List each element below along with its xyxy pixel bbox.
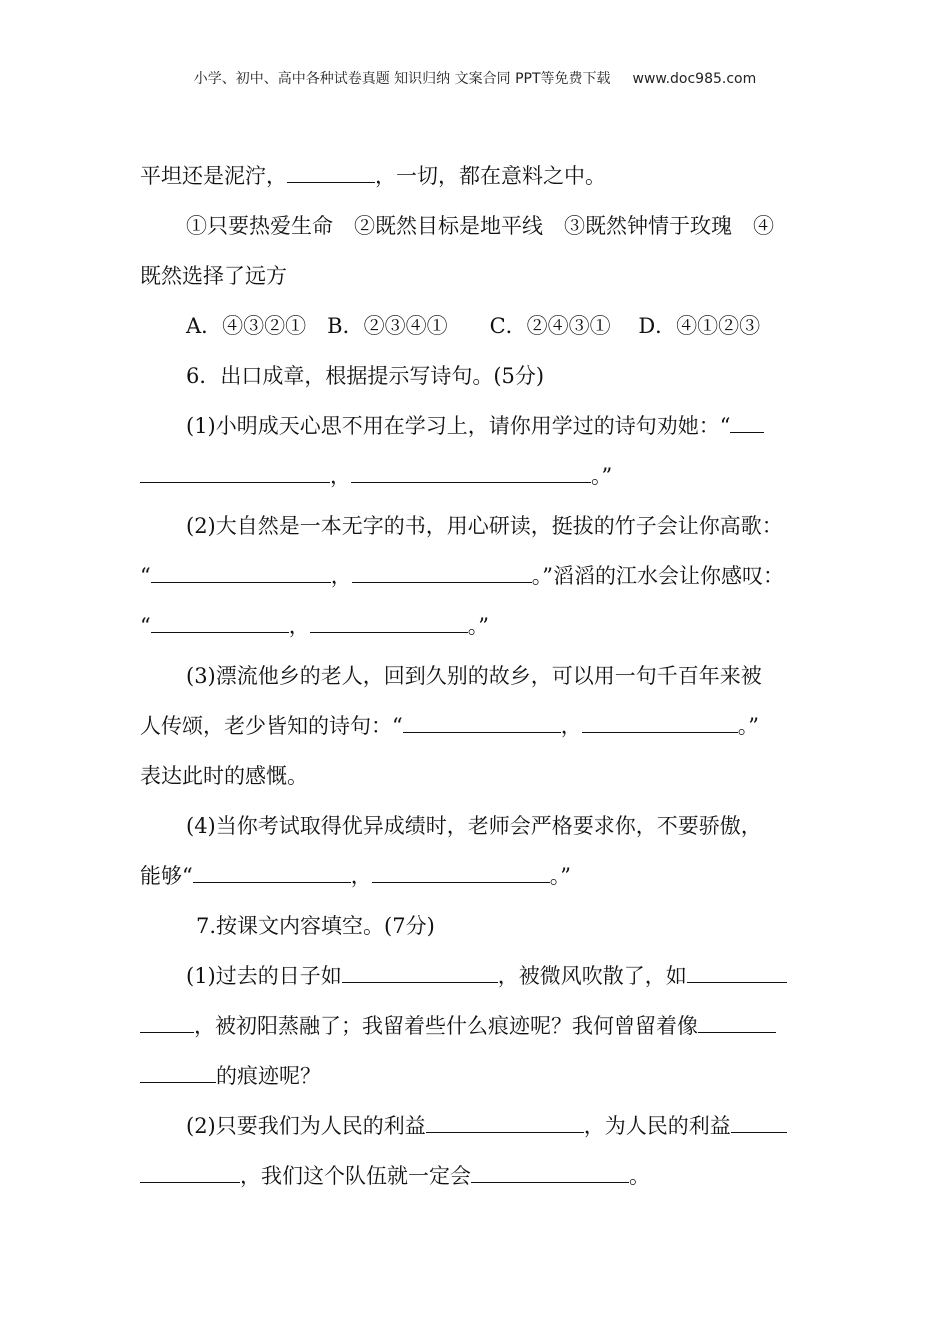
q6-2-end: 。” (467, 614, 489, 638)
header-text: 小学、初中、高中各种试卷真题 知识归纳 文案合同 PPT等免费下载 (193, 71, 611, 87)
q6-3-text-2: 人传颂，老少皆知的诗句：“ (140, 714, 403, 738)
q6-4-comma: ， (350, 864, 372, 888)
q6-4-line (186, 812, 762, 840)
q6-3-blank-1[interactable] (403, 712, 561, 733)
q6-1-line-2 (140, 462, 612, 490)
q6-2-text: (2)大自然是一本无字的书，用心研读，挺拔的竹子会让你高歌： (186, 514, 783, 538)
q5-options-cont (140, 262, 287, 290)
q6-2-line-3 (140, 612, 489, 640)
q7-1-line (186, 962, 787, 990)
q6-4-line-2 (140, 862, 571, 890)
q6-4-text-2: 能够“ (140, 864, 193, 888)
q7-1-blank-1[interactable] (342, 962, 498, 983)
q6-2-comma-2: ， (288, 614, 310, 638)
q5-blank[interactable] (287, 162, 375, 183)
q6-3-comma: ， (560, 714, 582, 738)
q7-1-blank-3-end[interactable] (140, 1062, 216, 1083)
q6-1-blank-start[interactable] (730, 412, 764, 433)
q7-1-blank-3-start[interactable] (698, 1012, 776, 1033)
q5-answer-choices (186, 312, 760, 340)
q7-2-blank-2-end[interactable] (140, 1162, 240, 1183)
q6-1-blank-2[interactable] (351, 462, 591, 483)
q6-2-blank-1[interactable] (151, 562, 331, 583)
q7-2-line-2 (140, 1162, 650, 1190)
q6-3-line (186, 662, 762, 690)
q7-1-line-2 (140, 1012, 776, 1040)
q7-2-end: 。 (629, 1164, 650, 1188)
q6-2-blank-3[interactable] (151, 612, 289, 633)
q5-options-text-2: 既然选择了远方 (140, 264, 287, 288)
page-header (0, 68, 950, 88)
q7-2-blank-1[interactable] (426, 1112, 584, 1133)
q7-1-text-4: 的痕迹呢？ (216, 1064, 321, 1088)
q6-2-quote: “ (140, 564, 151, 588)
q7-1-blank-2-end[interactable] (140, 1012, 194, 1033)
q7-1-text: (1)过去的日子如 (186, 964, 342, 988)
q6-4-blank-1[interactable] (193, 862, 351, 883)
q6-3-text: (3)漂流他乡的老人，回到久别的故乡，可以用一句千百年来被 (186, 664, 762, 688)
q6-2-line (186, 512, 783, 540)
q6-1-text: (1)小明成天心思不用在学习上，请你用学过的诗句劝她：“ (186, 414, 731, 438)
q7-2-blank-3[interactable] (471, 1162, 629, 1183)
q6-1-comma: ， (330, 464, 351, 488)
q7-2-text: (2)只要我们为人民的利益 (186, 1114, 426, 1138)
q5-sentence-line (140, 162, 606, 190)
q7-2-blank-2-start[interactable] (731, 1112, 787, 1133)
q6-2-text-2: 。”滔滔的江水会让你感叹： (531, 564, 784, 588)
q6-title (186, 362, 544, 390)
q6-3-text-3: 表达此时的感慨。 (140, 764, 308, 788)
q5-options-text: ①只要热爱生命 ②既然目标是地平线 ③既然钟情于玫瑰 ④ (186, 214, 774, 238)
q6-3-line-2 (140, 712, 759, 740)
q6-4-blank-2[interactable] (372, 862, 550, 883)
q7-title (196, 912, 435, 940)
header-url: www.doc985.com (632, 71, 757, 87)
q6-4-end: 。” (549, 864, 571, 888)
q6-2-line-2 (140, 562, 784, 590)
q7-1-line-3 (140, 1062, 321, 1090)
q6-3-end: 。” (737, 714, 759, 738)
q5-choices-text: A．④③②① B．②③④① C．②④③① D．④①②③ (186, 314, 761, 338)
q6-1-end: 。” (591, 464, 613, 488)
q6-2-comma: ， (330, 564, 352, 588)
q6-3-line-3 (140, 762, 308, 790)
q7-1-text-2: ，被微风吹散了，如 (497, 964, 687, 988)
q6-2-quote-2: “ (140, 614, 151, 638)
q5-text-2: ，一切，都在意料之中。 (375, 164, 606, 188)
q6-1-line (186, 412, 764, 440)
q7-2-text-3: ，我们这个队伍就一定会 (240, 1164, 471, 1188)
q7-1-text-3: ，被初阳蒸融了；我留着些什么痕迹呢？我何曾留着像 (194, 1014, 698, 1038)
q5-options-line (186, 212, 774, 240)
q7-1-blank-2-start[interactable] (687, 962, 787, 983)
q6-title-text: 6．出口成章，根据提示写诗句。(5分) (186, 364, 545, 388)
q6-2-blank-4[interactable] (310, 612, 468, 633)
q6-4-text: (4)当你考试取得优异成绩时，老师会严格要求你，不要骄傲， (186, 814, 762, 838)
q6-3-blank-2[interactable] (582, 712, 738, 733)
q7-2-line (186, 1112, 787, 1140)
q7-title-text: 7.按课文内容填空。(7分) (196, 914, 435, 938)
q7-2-text-2: ，为人民的利益 (583, 1114, 731, 1138)
q6-2-blank-2[interactable] (352, 562, 532, 583)
q6-1-blank-1[interactable] (140, 462, 330, 483)
q5-text-1: 平坦还是泥泞， (140, 164, 287, 188)
